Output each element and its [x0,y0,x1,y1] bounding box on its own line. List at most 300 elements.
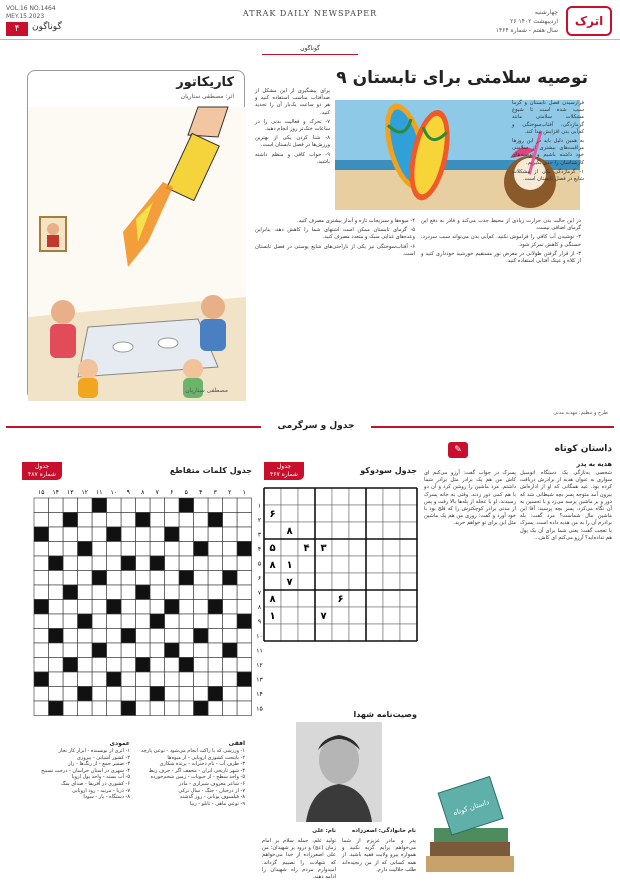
crossword-cell[interactable] [78,701,93,716]
crossword-cell[interactable] [150,585,165,600]
sudoku-cell[interactable] [281,607,298,624]
crossword-cell[interactable] [63,498,78,513]
sudoku-cell[interactable] [281,488,298,505]
crossword-cell[interactable] [92,600,107,615]
crossword-cell[interactable] [121,600,136,615]
crossword-cell[interactable] [165,701,180,716]
sudoku-cell[interactable] [366,590,383,607]
crossword-cell[interactable] [121,571,136,586]
crossword-cell[interactable] [194,498,209,513]
crossword-cell[interactable] [78,527,93,542]
crossword-cell[interactable] [136,643,151,658]
sudoku-cell[interactable] [298,522,315,539]
crossword-cell[interactable] [49,571,64,586]
crossword-cell[interactable] [223,556,238,571]
sudoku-cell[interactable] [383,607,400,624]
sudoku-cell[interactable] [281,539,298,556]
crossword-cell[interactable] [179,527,194,542]
crossword-cell[interactable] [49,672,64,687]
crossword-cell[interactable] [136,600,151,615]
sudoku-cell[interactable] [332,488,349,505]
crossword-cell[interactable] [237,513,252,528]
sudoku-cell[interactable] [315,573,332,590]
crossword-cell[interactable] [208,658,223,673]
crossword-cell[interactable] [150,513,165,528]
sudoku-cell[interactable] [349,556,366,573]
crossword-cell[interactable] [107,571,122,586]
crossword-cell[interactable] [237,643,252,658]
section-label: گوناگون [262,45,358,55]
crossword-cell[interactable] [223,527,238,542]
crossword-black-cell [121,629,136,644]
clues-across: افقی ۱- ورزشی که با راکت انجام می‌شود - نوعی پارچه ۲- پایتخت کشوری اروپایی - از میوه‌ها ۳- ظرف آب - نام دخترانه - پرنده شکاری ۴- شهر تاریخی ایران - مخفف اگر - حرف ربط ۵- واحد سطح - از حبوبات - زمین شخم‌خورده ۶- شاعر معروف شیرازی - مادر ۷- از درختان - جنگ - سال ترکی ۸- فیلسوف یونانی - روز گذشته ۹- نوعی ماهی - تابلو - زیبا [135,740,245,807]
clues-across-list [135,748,245,807]
sudoku-cell[interactable] [400,488,417,505]
crossword-cell[interactable] [165,585,180,600]
crossword-cell[interactable] [121,585,136,600]
paragraph: ۱- گرمازدگی یکی از مشکلات شایع در فصل تابستان است. [512,168,584,183]
crossword-cell[interactable] [34,658,49,673]
crossword-cell[interactable] [107,498,122,513]
sudoku-cell[interactable] [383,522,400,539]
crossword-cell[interactable] [179,672,194,687]
sudoku-cell[interactable] [366,488,383,505]
crossword-cell[interactable] [63,643,78,658]
crossword-cell[interactable] [63,687,78,702]
sudoku-cell[interactable] [383,556,400,573]
crossword-cell[interactable] [194,658,209,673]
crossword-cell[interactable] [92,614,107,629]
sudoku-cell[interactable] [383,590,400,607]
crossword-row-number: ۵ [257,560,262,568]
sudoku-cell[interactable] [349,539,366,556]
crossword-row-number: ۲ [257,516,262,524]
crossword-cell[interactable] [237,527,252,542]
sudoku-cell[interactable] [281,590,298,607]
crossword-cell[interactable] [136,629,151,644]
crossword-cell[interactable] [237,556,252,571]
sudoku-title: جدول سودوکو [360,466,417,475]
crossword-cell[interactable] [92,701,107,716]
crossword-cell[interactable] [165,556,180,571]
crossword-column-number: ۶ [170,489,174,496]
crossword-black-cell [165,527,180,542]
crossword-cell[interactable] [179,585,194,600]
crossword-cell[interactable] [223,672,238,687]
sudoku-cell[interactable] [400,573,417,590]
crossword-cell[interactable] [165,687,180,702]
sudoku-cell[interactable] [332,624,349,641]
crossword-cell[interactable] [150,498,165,513]
crossword-cell[interactable] [165,629,180,644]
crossword-cell[interactable] [179,687,194,702]
crossword-cell[interactable] [49,614,64,629]
crossword-cell[interactable] [179,643,194,658]
crossword-cell[interactable] [237,585,252,600]
crossword-black-cell [34,672,49,687]
sudoku-cell[interactable] [281,505,298,522]
crossword-cell[interactable] [194,614,209,629]
crossword-cell[interactable] [49,643,64,658]
crossword-cell[interactable] [92,542,107,557]
crossword-cell[interactable] [78,585,93,600]
crossword-cell[interactable] [34,513,49,528]
crossword-black-cell [237,614,252,629]
crossword-cell[interactable] [63,542,78,557]
sudoku-cell[interactable] [281,624,298,641]
crossword-cell[interactable] [34,542,49,557]
crossword-cell[interactable] [78,513,93,528]
sudoku-cell[interactable] [298,488,315,505]
crossword-cell[interactable] [136,542,151,557]
sudoku-cell[interactable] [400,607,417,624]
crossword-cell[interactable] [223,701,238,716]
crossword-cell[interactable] [223,600,238,615]
caricature-author: اثر: مصطفی ستاریان [180,93,234,100]
crossword-black-cell [63,513,78,528]
crossword-cell[interactable] [78,600,93,615]
crossword-cell[interactable] [63,701,78,716]
crossword-column-number: ۱۰ [110,489,117,496]
sudoku-cell[interactable] [298,607,315,624]
crossword-cell[interactable] [63,629,78,644]
crossword-cell[interactable] [92,527,107,542]
sudoku-cell[interactable] [383,505,400,522]
sudoku-cell[interactable] [332,539,349,556]
crossword-cell[interactable] [208,672,223,687]
crossword-cell[interactable] [107,629,122,644]
crossword-column-number: ۴ [199,489,203,496]
crossword-black-cell [165,600,180,615]
sudoku-cell[interactable] [366,573,383,590]
sudoku-cell[interactable] [264,624,281,641]
paragraph: ۹- خواب کافی و منظم داشته باشید. [255,151,330,165]
crossword-cell[interactable] [92,672,107,687]
sudoku-cell[interactable] [315,624,332,641]
crossword-cell[interactable] [107,585,122,600]
crossword-cell[interactable] [107,643,122,658]
crossword-cell[interactable] [34,571,49,586]
crossword-cell[interactable] [179,701,194,716]
crossword-cell[interactable] [121,672,136,687]
sudoku-cell[interactable] [315,488,332,505]
paragraph: ۵- گرمای تابستان ممکن است اشتهای شما را کاهش دهد، بنابراین وعده‌های غذایی سبک و متعدد مصرف کنید. [255,227,415,241]
crossword-cell[interactable] [78,672,93,687]
crossword-cell[interactable] [34,643,49,658]
crossword-black-cell [78,614,93,629]
crossword-cell[interactable] [150,527,165,542]
crossword-cell[interactable] [63,527,78,542]
crossword-cell[interactable] [78,571,93,586]
crossword-cell[interactable] [34,585,49,600]
crossword-cell[interactable] [208,585,223,600]
sudoku-cell[interactable] [366,539,383,556]
crossword-cell[interactable] [165,658,180,673]
crossword-cell[interactable] [208,629,223,644]
crossword-cell[interactable] [107,513,122,528]
crossword-cell[interactable] [107,701,122,716]
crossword-cell[interactable] [194,556,209,571]
sudoku-given-number: ۳ [320,543,327,554]
crossword-cell[interactable] [179,513,194,528]
martyr-last-name: نام خانوادگی: اصغرزاده [351,828,416,834]
crossword-cell[interactable] [121,614,136,629]
crossword-black-cell [78,542,93,557]
crossword-cell[interactable] [78,498,93,513]
sudoku-cell[interactable] [264,488,281,505]
crossword-cell[interactable] [165,571,180,586]
sudoku-cell[interactable] [383,624,400,641]
crossword-cell[interactable] [208,643,223,658]
sudoku-cell[interactable] [383,539,400,556]
article-column-a [255,88,330,213]
crossword-cell[interactable] [34,498,49,513]
crossword-column-number: ۱۱ [96,489,103,496]
crossword-cell[interactable] [208,542,223,557]
sudoku-cell[interactable] [366,556,383,573]
crossword-cell[interactable] [121,513,136,528]
crossword-black-cell [34,600,49,615]
sudoku-grid[interactable] [262,486,417,686]
sudoku-given-number: ۷ [320,611,327,622]
sudoku-cell[interactable] [298,505,315,522]
caricature-signature: مصطفی ستاریان [185,387,228,394]
crossword-cell[interactable] [107,687,122,702]
sudoku-cell[interactable] [349,624,366,641]
crossword-cell[interactable] [136,672,151,687]
crossword-cell[interactable] [179,614,194,629]
crossword-cell[interactable] [194,687,209,702]
crossword-cell[interactable] [136,701,151,716]
crossword-cell[interactable] [150,629,165,644]
crossword-cell[interactable] [78,556,93,571]
crossword-cell[interactable] [136,527,151,542]
sudoku-cell[interactable] [298,590,315,607]
sudoku-cell[interactable] [349,488,366,505]
crossword-cell[interactable] [223,687,238,702]
crossword-cell[interactable] [194,571,209,586]
crossword-cell[interactable] [194,643,209,658]
crossword-cell[interactable] [165,672,180,687]
crossword-cell[interactable] [92,629,107,644]
sudoku-cell[interactable] [332,505,349,522]
crossword-cell[interactable] [107,542,122,557]
clue-down: ۷- دریا - مرتبه - رود اروپایی [72,787,130,794]
sudoku-cell[interactable] [264,573,281,590]
crossword-badge: جدول شماره ۴۸۷ [22,462,62,480]
crossword-cell[interactable] [194,527,209,542]
crossword-cell[interactable] [237,658,252,673]
sudoku-cell[interactable] [315,556,332,573]
crossword-cell[interactable] [179,556,194,571]
sudoku-cell[interactable] [349,573,366,590]
sudoku-cell[interactable] [400,590,417,607]
story-subtitle: هدیه به پدر [576,460,612,468]
crossword-cell[interactable] [150,542,165,557]
crossword-cell[interactable] [121,643,136,658]
sudoku-cell[interactable] [298,624,315,641]
crossword-cell[interactable] [150,672,165,687]
crossword-cell[interactable] [223,513,238,528]
crossword-cell[interactable] [208,498,223,513]
crossword-cell[interactable] [208,527,223,542]
crossword-cell[interactable] [150,658,165,673]
crossword-cell[interactable] [121,658,136,673]
crossword-cell[interactable] [49,585,64,600]
crossword-cell[interactable] [92,556,107,571]
crossword-cell[interactable] [92,585,107,600]
crossword-cell[interactable] [237,571,252,586]
sudoku-cell[interactable] [264,522,281,539]
crossword-cell[interactable] [136,571,151,586]
crossword-cell[interactable] [223,614,238,629]
sudoku-cell[interactable] [349,505,366,522]
crossword-cell[interactable] [63,556,78,571]
crossword-cell[interactable] [237,687,252,702]
crossword-cell[interactable] [78,658,93,673]
crossword-cell[interactable] [78,629,93,644]
crossword-cell[interactable] [179,542,194,557]
crossword-cell[interactable] [223,585,238,600]
caricature-box [27,70,245,400]
sudoku-cell[interactable] [332,607,349,624]
crossword-cell[interactable] [165,498,180,513]
sudoku-cell[interactable] [366,624,383,641]
crossword-cell[interactable] [49,600,64,615]
crossword-cell[interactable] [92,658,107,673]
crossword-cell[interactable] [208,571,223,586]
crossword-cell[interactable] [121,542,136,557]
crossword-cell[interactable] [78,643,93,658]
crossword-cell[interactable] [194,513,209,528]
crossword-cell[interactable] [165,542,180,557]
sudoku-cell[interactable] [298,573,315,590]
sudoku-cell[interactable] [315,522,332,539]
sudoku-cell[interactable] [349,522,366,539]
crossword-cell[interactable] [237,701,252,716]
crossword-black-cell [208,600,223,615]
crossword-cell[interactable] [150,701,165,716]
crossword-cell[interactable] [34,614,49,629]
band-credit: طرح و تنظیم: مهدیه مدنی [553,410,608,416]
crossword-black-cell [150,556,165,571]
crossword-cell[interactable] [49,542,64,557]
sudoku-cell[interactable] [383,488,400,505]
crossword-cell[interactable] [107,658,122,673]
crossword-cell[interactable] [49,513,64,528]
crossword-cell[interactable] [34,629,49,644]
crossword-cell[interactable] [194,585,209,600]
crossword-cell[interactable] [49,658,64,673]
crossword-cell[interactable] [34,701,49,716]
paper-name: ATRAK DAILY NEWSPAPER [242,9,378,18]
sudoku-cell[interactable] [332,556,349,573]
crossword-cell[interactable] [34,687,49,702]
crossword-cell[interactable] [223,658,238,673]
crossword-cell[interactable] [150,643,165,658]
crossword-cell[interactable] [136,687,151,702]
crossword-cell[interactable] [179,629,194,644]
crossword-cell[interactable] [136,498,151,513]
crossword-cell[interactable] [237,629,252,644]
crossword-cell[interactable] [63,614,78,629]
crossword-cell[interactable] [223,629,238,644]
crossword-cell[interactable] [223,498,238,513]
crossword-cell[interactable] [208,701,223,716]
crossword-cell[interactable] [121,527,136,542]
crossword-cell[interactable] [92,687,107,702]
clue-across: ۸- فیلسوف یونانی - روز گذشته [179,794,245,801]
crossword-cell[interactable] [237,600,252,615]
sudoku-cell[interactable] [332,522,349,539]
sudoku-cell[interactable] [349,590,366,607]
masthead [0,0,620,40]
crossword-black-cell [165,643,180,658]
crossword-cell[interactable] [208,614,223,629]
crossword-cell[interactable] [63,600,78,615]
crossword-column-number: ۱۲ [81,489,88,496]
crossword-grid[interactable] [20,484,263,728]
crossword-cell[interactable] [208,556,223,571]
crossword-row-number: ۷ [257,589,262,597]
crossword-cell[interactable] [165,513,180,528]
crossword-cell[interactable] [150,600,165,615]
crossword-cell[interactable] [237,498,252,513]
sudoku-cell[interactable] [366,607,383,624]
crossword-cell[interactable] [107,556,122,571]
crossword-cell[interactable] [92,513,107,528]
sudoku-cell[interactable] [400,539,417,556]
sudoku-cell[interactable] [400,522,417,539]
sudoku-cell[interactable] [315,505,332,522]
crossword-cell[interactable] [107,614,122,629]
crossword-cell[interactable] [136,614,151,629]
sudoku-cell[interactable] [366,505,383,522]
sudoku-cell[interactable] [315,590,332,607]
crossword-cell[interactable] [34,556,49,571]
crossword-cell[interactable] [150,571,165,586]
martyr-photo [296,722,382,822]
crossword-cell[interactable] [121,498,136,513]
crossword-cell[interactable] [49,498,64,513]
page-number: ۴ [6,22,28,36]
crossword-black-cell [223,571,238,586]
crossword-cell[interactable] [49,527,64,542]
sudoku-cell[interactable] [349,607,366,624]
crossword-cell[interactable] [179,600,194,615]
crossword-cell[interactable] [49,687,64,702]
crossword-cell[interactable] [223,542,238,557]
sudoku-cell[interactable] [298,556,315,573]
sudoku-cell[interactable] [366,522,383,539]
sudoku-given-number: ۶ [269,509,276,520]
sudoku-cell[interactable] [400,556,417,573]
crossword-row-number: ۱۵ [256,705,263,713]
sudoku-cell[interactable] [400,624,417,641]
crossword-cell[interactable] [63,571,78,586]
crossword-cell[interactable] [194,600,209,615]
crossword-cell[interactable] [121,687,136,702]
crossword-cell[interactable] [63,672,78,687]
crossword-cell[interactable] [165,614,180,629]
sudoku-cell[interactable] [400,505,417,522]
crossword-cell[interactable] [194,672,209,687]
crossword-cell[interactable] [136,556,151,571]
crossword-row-number: ۳ [257,531,262,539]
sudoku-cell[interactable] [332,573,349,590]
sudoku-cell[interactable] [383,573,400,590]
clues-down-list [20,748,130,801]
